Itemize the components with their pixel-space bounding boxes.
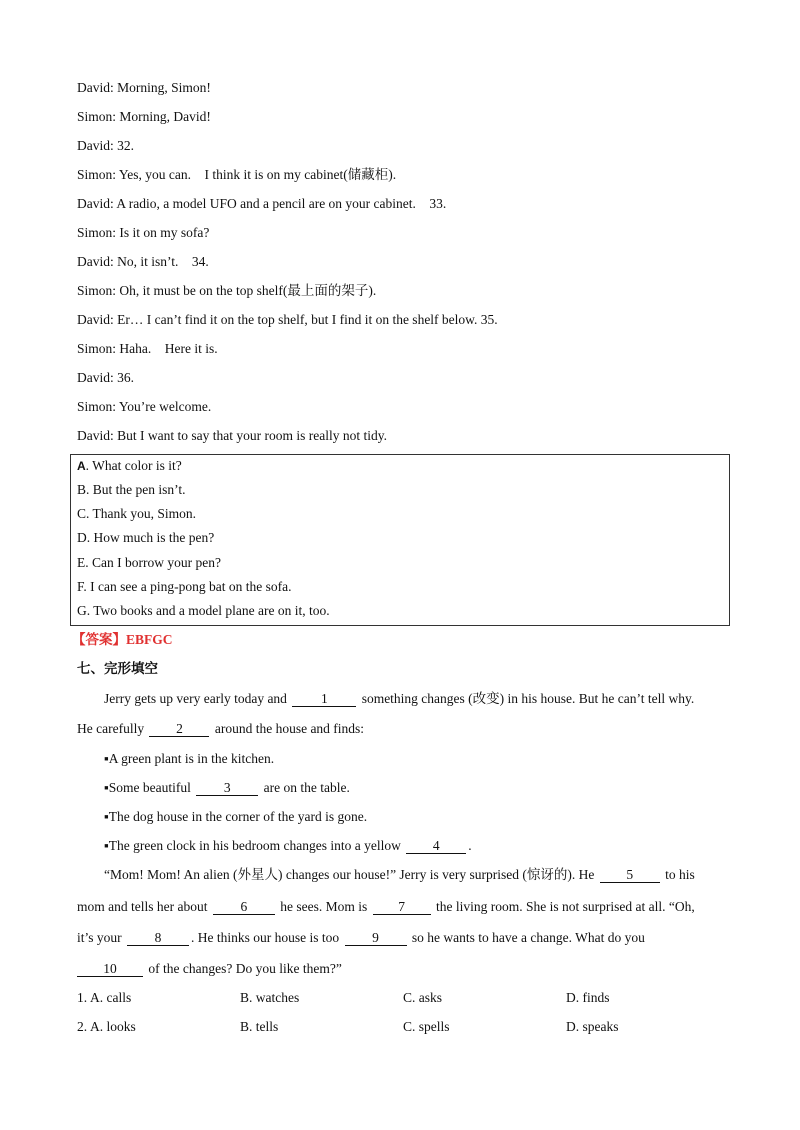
option-letter: A — [77, 459, 86, 473]
passage-text: around the house and finds: — [214, 721, 365, 736]
dialogue-line: Simon: You’re welcome. — [77, 399, 212, 414]
blank-1: 1 — [292, 691, 356, 707]
choice-a: A. looks — [90, 1019, 136, 1034]
dialogue-line: Simon: Yes, you can. I think it is on my cabinet(储藏柜). — [77, 167, 397, 182]
choice-b: B. watches — [240, 990, 300, 1005]
dialogue-line: David: 36. — [77, 370, 134, 385]
passage-text: ▪The green clock in his bedroom changes into a yellow — [104, 838, 401, 853]
blank-4: 4 — [406, 838, 466, 854]
bullet-line: ▪The dog house in the corner of the yard is gone. — [104, 809, 368, 824]
options-box — [70, 454, 730, 626]
passage-text: the living room. She is not surprised at all. “Oh, — [435, 899, 695, 914]
choice-c: C. spells — [403, 1019, 450, 1034]
passage-text: something changes (改变) in his house. But he can’t tell why. — [361, 691, 695, 706]
passage-line — [77, 930, 645, 946]
passage-text: of the changes? Do you like them?” — [148, 961, 342, 976]
passage-text: ▪Some beautiful — [104, 780, 191, 795]
dialogue-line: David: No, it isn’t. 34. — [77, 254, 209, 269]
option-c: C. Thank you, Simon. — [77, 506, 197, 521]
option-g: G. Two books and a model plane are on it, too. — [77, 603, 330, 618]
dialogue-line: David: 32. — [77, 138, 134, 153]
choice-a: A. calls — [90, 990, 132, 1005]
dialogue-line: Simon: Oh, it must be on the top shelf(最上面的架子). — [77, 283, 377, 298]
passage-line — [77, 961, 342, 977]
blank-5: 5 — [600, 867, 660, 883]
passage-text: . He thinks our house is too — [191, 930, 340, 945]
passage-text: He carefully — [77, 721, 145, 736]
dialogue-line: David: But I want to say that your room is really not tidy. — [77, 428, 387, 443]
dialogue-line: Simon: Is it on my sofa? — [77, 225, 210, 240]
passage-text: . — [468, 838, 472, 853]
passage-line — [77, 899, 695, 915]
choice-c: C. asks — [403, 990, 443, 1005]
choice-d: D. finds — [566, 990, 610, 1005]
passage-text: it’s your — [77, 930, 122, 945]
question-number: 2. — [77, 1019, 88, 1034]
passage-text: to his — [665, 867, 695, 882]
passage-line — [104, 691, 694, 707]
option-f: F. I can see a ping-pong bat on the sofa. — [77, 579, 292, 594]
bullet-line: ▪A green plant is in the kitchen. — [104, 751, 275, 766]
option-e: E. Can I borrow your pen? — [77, 555, 221, 570]
blank-2: 2 — [149, 721, 209, 737]
passage-line — [104, 867, 695, 883]
answer-label: 【答案】EBFGC — [72, 632, 173, 647]
blank-7: 7 — [373, 899, 431, 915]
option-b: B. But the pen isn’t. — [77, 482, 186, 497]
dialogue-line: Simon: Morning, David! — [77, 109, 211, 124]
choice-d: D. speaks — [566, 1019, 619, 1034]
blank-8: 8 — [127, 930, 189, 946]
section-title: 七、完形填空 — [77, 661, 158, 676]
dialogue-line: Simon: Haha. Here it is. — [77, 341, 218, 356]
passage-text: “Mom! Mom! An alien (外星人) changes our house!” Jerry is very surprised (惊讶的). He — [104, 867, 595, 882]
passage-text: are on the table. — [263, 780, 350, 795]
bullet-line — [104, 780, 350, 796]
passage-text: Jerry gets up very early today and — [104, 691, 287, 706]
dialogue-line: David: Er… I can’t find it on the top shelf, but I find it on the shelf below. 35. — [77, 312, 498, 327]
option-text: . What color is it? — [85, 458, 182, 473]
passage-text: he sees. Mom is — [280, 899, 368, 914]
dialogue-line: David: A radio, a model UFO and a pencil are on your cabinet. 33. — [77, 196, 447, 211]
dialogue-line: David: Morning, Simon! — [77, 80, 211, 95]
bullet-line — [104, 838, 472, 854]
passage-line — [77, 721, 364, 737]
blank-10: 10 — [77, 961, 143, 977]
blank-3: 3 — [196, 780, 258, 796]
passage-text: mom and tells her about — [77, 899, 208, 914]
question-number: 1. — [77, 990, 88, 1005]
blank-6: 6 — [213, 899, 275, 915]
option-d: D. How much is the pen? — [77, 530, 215, 545]
blank-9: 9 — [345, 930, 407, 946]
choice-b: B. tells — [240, 1019, 279, 1034]
option-a — [77, 458, 182, 474]
passage-text: so he wants to have a change. What do you — [411, 930, 645, 945]
